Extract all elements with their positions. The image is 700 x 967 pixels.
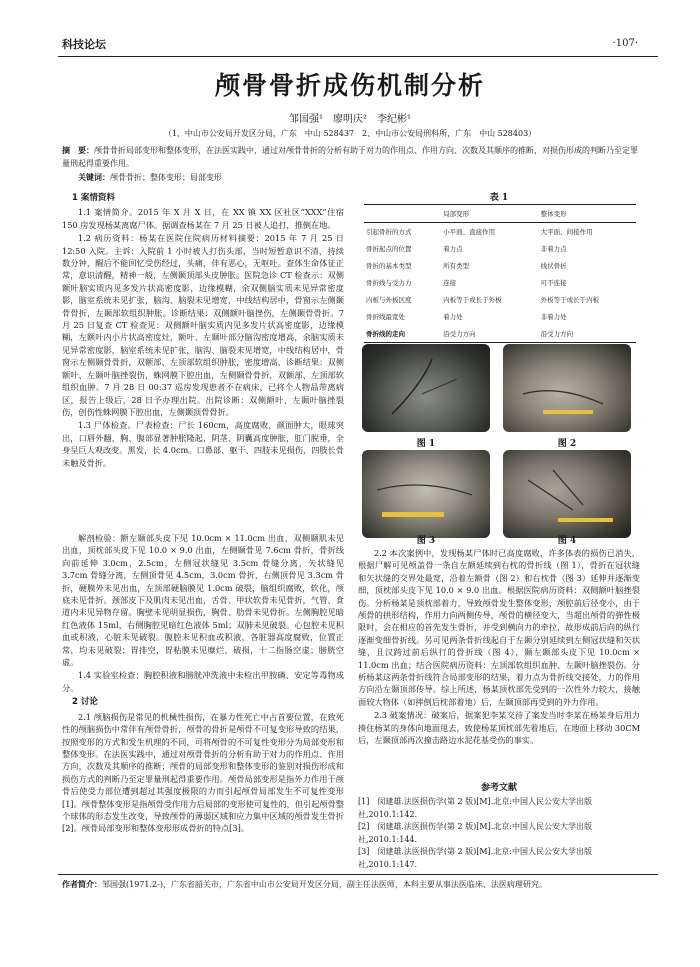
table-cell: 骨折线与受力力	[366, 279, 412, 287]
authors: 邹国强¹ 廖明庆² 李纪彬¹	[288, 114, 412, 125]
left-column-top	[62, 190, 344, 470]
keywords-label: 关键词：	[78, 172, 110, 182]
section-heading: 1 案情资料	[72, 193, 115, 203]
table-row	[364, 274, 636, 291]
page-number: ·107·	[612, 38, 638, 49]
table-cell: 连接	[443, 279, 457, 287]
table-cell: 着力点	[443, 245, 463, 253]
body-paragraph: 解剖检验：额左颞部头皮下见 10.0cm × 11.0cm 出血，双侧颞肌未见出血，顶枕部头皮下见 10.0 × 9.0 出血，左侧颞骨见 7.6cm 骨折，骨折线向前延伸 3.0cm，2.5cm，左侧冠状缝见 3.5cm 骨缝分离，矢状缝见 3.7cm 骨缝分离，左侧顶骨见 4.5cm，3.0cm 骨折，右侧顶骨见 3.3cm 骨折，硬膜外未见出血，左顶部硬脑膜见 1.0cm 破裂，脑组织腐败，软化，颅底未见骨折。颈部皮下及肌肉未见出血，舌骨、甲状软骨未见骨折，气管、食道内未见异物存留。胸壁未见明显损伤，胸骨、肋骨未见骨折。左侧胸腔见暗红色液体 15ml，右侧胸腔见暗红色液体 5ml；双肺未见破裂。心包腔未见积血或积液，心脏未见破裂。腹腔未见积血或积液，各脏器高度腐败，位置正常，均未见破裂；胃排空，胃粘膜未见糜烂，破损，十二指肠空虚；膀胱空虚。	[62, 533, 344, 668]
table-row	[364, 223, 636, 241]
body-paragraph: 2.3 破案情况：破案后，据案犯李某交待了案发当时李某在杨某身后用力揍住杨某的身体向地面甩去，致使杨某顶枕部先着地后，在地面上移动 30CM 后，左颞顶部再次撞击路边水泥花基受伤的事实。	[358, 710, 640, 746]
references-list	[358, 796, 640, 871]
figure-1-caption: 图 1	[416, 439, 436, 449]
comparison-table	[364, 204, 636, 343]
reference-item: [3] 闵建雄.法医损伤学(第 2 版)[M].北京:中国人民公安大学出版社,2010.1:147.	[358, 847, 592, 869]
table-header-row	[364, 205, 636, 223]
author-bio-text: 邹国强(1971.2-)，广东省韶关市，广东省中山市公安局开发区分局，副主任法医师，本科主要从事法医临床、法医病理研究。	[102, 880, 547, 889]
table-cell: 骨折起点的位置	[366, 245, 412, 253]
table-title: 表 1	[489, 193, 509, 203]
body-paragraph: 2.2 本次案例中，发现杨某尸体时已高度腐败，许多体表的损伤已消失，根据尸解可见颅盖骨一条自左额延续到右枕的骨折线（图 1），骨折在冠状缝和矢状缝的交界处最宽，沿着左额骨（图 2）和右枕骨（图 3）延伸并逐渐变细，顶枕部头皮下见 10.0 × 9.0 出血。根据医院病历资料：双侧额叶脑挫裂伤。分析杨某是顶枕部着力，导致颅骨发生整体变形，颅腔前后径变小，由于颅骨的拱形结构，作用力向两侧传导，颅骨的横径变大，当超出颅骨的弹性极限时，会在相应的首先发生骨折，并受到横向力的牵拉，故形成前后向的纵行逐渐变细骨折线。另可见两条骨折线起自于左颞分别延续到左侧冠状缝和矢状缝，且汉跨过前后纵行的骨折线（图 4），颞左颞部头皮下见 10.0cm × 11.0cm 出血；结合医院病历资料：左顶部软组织血肿、左颞叶脑挫裂伤。分析杨某这两条骨折线符合局部变形的结果，着力点为骨折线交接处，力的作用方向沿左颞顶部传导。综上所述，杨某顶枕部先受到的一次性外力较大，接触面较大物体（如摔倒后枕部着地）后，左颞顶部再受到的外力作用。	[358, 548, 640, 707]
author-bio-label: 作者简介：	[62, 879, 102, 889]
table-cell: 着力处	[443, 313, 463, 321]
table-cell: 外板等于或长于内板	[540, 296, 600, 304]
table-cell: 内板与外板区度	[366, 296, 412, 304]
table-cell: 大平面、间接作用	[540, 228, 593, 236]
affiliation: （1、中山市公安局开发区分局，广东 中山 528437 2、中山市公安局刑科所，广东 中山 528403）	[163, 129, 537, 138]
table-row	[364, 291, 636, 308]
table-header-cell: 整体变形	[540, 210, 567, 218]
figure-3-caption: 图 3	[416, 536, 436, 546]
header-rule	[58, 56, 658, 57]
author-bio	[62, 879, 652, 890]
article-title: 颅骨骨折成伤机制分析	[214, 71, 485, 100]
table-cell: 骨折的基本类型	[366, 262, 412, 270]
table-cell: 骨折线的走向	[366, 330, 405, 338]
abstract-label: 摘 要：	[62, 145, 94, 155]
table-row	[364, 325, 636, 343]
journal-section: 科技论坛	[62, 38, 106, 51]
keywords-text: 颅骨骨折；整体变形；局部变形	[110, 173, 222, 182]
table-cell: 非着力点	[540, 245, 567, 253]
table-cell: 沿受力方向	[540, 330, 574, 338]
section-heading: 2 讨论	[72, 697, 98, 708]
table-cell: 引起骨折的方式	[366, 228, 412, 236]
reference-item: [1] 闵建雄.法医损伤学(第 2 版)[M].北京:中国人民公安大学出版社,2010.1:142.	[358, 797, 592, 819]
left-column-bottom	[62, 532, 344, 836]
table-cell: 所有类型	[443, 262, 470, 270]
table-cell: 小平面、直接作用	[443, 228, 496, 236]
figure-2-caption: 图 2	[557, 439, 577, 449]
table-cell: 骨折线最宽处	[366, 313, 405, 321]
body-paragraph: 2.1 颅脑损伤是常见的机械性损伤，在暴力性死亡中占首要位置，在致死性的颅脑损伤中常伴有颅骨骨折，颅骨的骨折是颅骨不可复变形导致的结果，按照变形的方式和发生机理的不同，可将颅骨的不可复性变形分为局部变形和整体变形。在法医实践中，通过对颅骨骨折的分析有助于对力的作用点、作用方向，次数及其顺序的推断；颅骨的局部变形和整体变形的鉴别对损伤形成和损伤方式的判断乃至定罪量刑起得重要作用。颅骨局部变形是指外力作用于颅骨后使受力部位遭到超过其强度极限的力而引起颅骨局部发生不可复性变形[1]。颅骨整体变形是指颅骨受作用力后局部的变形使可复性的，但引起颅骨整个球体的形态发生改变，导致颅骨的薄弱区域和应力集中区域的颅骨发生骨折[2]。颅骨局部变形和整体变形形成骨折的特点[3]。	[62, 711, 344, 834]
figure-3-photo	[362, 450, 490, 538]
right-column-text	[358, 547, 640, 748]
table-header-cell	[364, 205, 441, 223]
references-title: 参考文献	[480, 783, 517, 793]
table-row	[364, 257, 636, 274]
table-cell: 线状骨折	[540, 262, 567, 270]
table-cell: 可不连接	[540, 279, 567, 287]
figure-2-photo	[503, 344, 631, 432]
figure-4-caption: 图 4	[557, 536, 577, 546]
body-paragraph: 1.3 尸体检查。尸表检查：尸长 160cm，高度腐败，颜面肿大，眼球突出，口唇外翻，胸、腹部显著肿胀隆起，阴茎、阴囊高度肿胀，肛门脱垂，全身呈巨人观改变。黑发，长 4.0cm。口鼻部、躯干、四肢未见损伤，四肢长骨未触及骨折。	[62, 420, 344, 468]
table-cell: 内板等于或长于外板	[443, 296, 502, 304]
body-paragraph: 1.1 案情简介。2015 年 X 月 X 日，在 XX 镇 XX 区社区“XXX”住宿 150 房发现杨某离腐尸体。据调查杨某在 7 月 25 日被人追打，推倒在地。	[62, 207, 344, 230]
table-cell: 沿受力方向	[443, 330, 476, 338]
table-header-cell: 局部变形	[443, 210, 470, 218]
keywords	[78, 172, 222, 183]
abstract	[62, 144, 642, 170]
abstract-text: 颅骨骨折局部变形和整体变形，在法医实践中，通过对颅骨骨折的分析有助于对力的作用点、作用方向、次数及其顺序的推断，对损伤形成的判断乃至定罪量刑起得重要作用。	[62, 146, 638, 168]
reference-item: [2] 闵建雄.法医损伤学(第 2 版)[M].北京:中国人民公安大学出版社,2010.1:144.	[358, 822, 592, 844]
footer-rule	[58, 874, 658, 875]
body-paragraph: 1.4 实验室检查：胸腔积液和膀胱冲洗液中未检出甲胺磷、安定等毒物成分。	[62, 670, 344, 693]
table-row	[364, 240, 636, 257]
table-row	[364, 308, 636, 325]
table-cell: 非着力处	[540, 313, 567, 321]
figure-1-photo	[362, 344, 490, 432]
figure-4-photo	[503, 450, 631, 538]
body-paragraph: 1.2 病历资料：杨某在医院住院病历材料摘要：2015 年 7 月 25 日 12:50 入院。主诉：入院前 1 小时被人打伤头部，当时短暂意识不清，持续数分钟，醒后不能回忆受伤经过，头痛，伴有恶心，无呕吐。查体生命体征正常，意识清醒，精神一般，左侧颞顶部头皮肿胀。医院急诊 CT 检查示：双侧额叶脑实质内见多发片状高密度影，边缘模糊，余双侧脑实质未见异常密度影，脑室系统未见扩张，脑沟、脑裂未见增宽，中线结构居中，骨窗示左侧颞骨骨折，左颞部软组织肿胀。诊断结果：双侧额叶脑挫伤，左侧颞骨骨折。7 月 25 日复查 CT 检查见：双侧额叶脑实质内见多发片状高密度影，边缘模糊，左额叶内小片状高密度灶，额叶、左颞叶部分脑沟密度增高，余脑实质未见异常密度影，脑室系统未见扩张，脑沟、脑裂未见增宽，中线结构居中，骨窗示左侧颞骨骨折，双额部、左顶部软组织肿胀，密度增高，诊断结果：双侧额叶、左颞叶脑挫裂伤，蛛网膜下腔出血，左侧颞骨骨折，双额部、左顶部软组织血肿。7 月 28 日 00:37 巡房发现患者不在病床，已将个人物品带离病区，报告上级后，28 日予办理出院。出院诊断：双侧额叶、左颞叶脑挫裂伤，创伤性蛛网膜下腔出血，左侧颞顶骨骨折。	[62, 233, 344, 417]
